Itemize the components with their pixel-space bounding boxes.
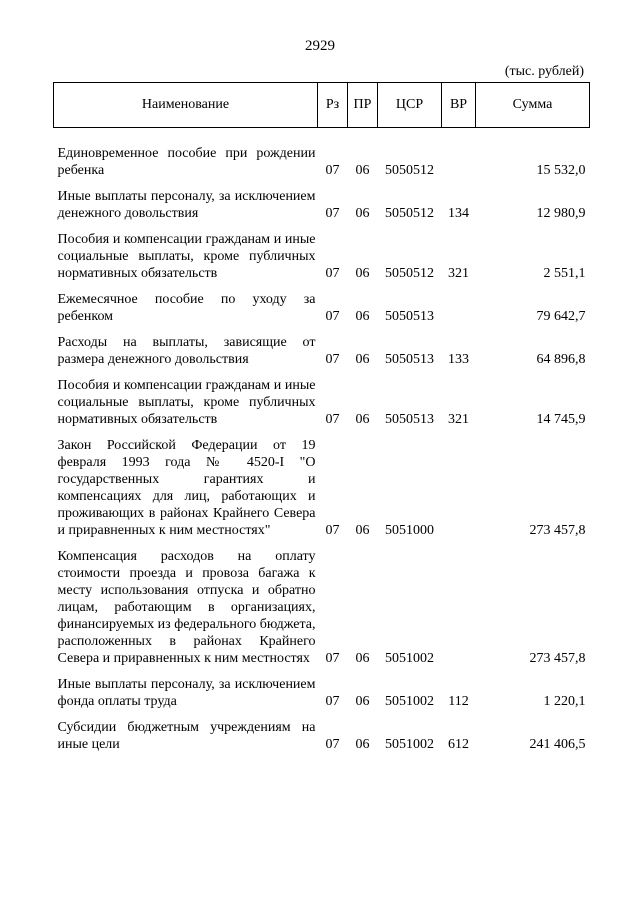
row-rz: 07	[325, 412, 340, 427]
row-csr: 5051002	[385, 651, 434, 666]
row-pr: 06	[355, 412, 370, 427]
row-rz: 07	[325, 163, 340, 178]
table-row	[54, 136, 590, 179]
header-csr: ЦСР	[378, 83, 442, 128]
row-rz: 07	[325, 651, 340, 666]
header-rz: Рз	[318, 83, 348, 128]
row-vr	[442, 428, 476, 539]
row-rz: 07	[325, 523, 340, 538]
row-rz: 07	[325, 352, 340, 367]
row-name: Иные выплаты персоналу, за исключением денежного довольствия	[57, 189, 316, 221]
row-name: Субсидии бюджетным учреждениям на иные цели	[57, 720, 316, 752]
row-pr: 06	[355, 523, 370, 538]
row-name: Иные выплаты персоналу, за исключением фонда оплаты труда	[57, 677, 316, 709]
row-name: Закон Российской Федерации от 19 февраля 1993 года № 4520-I "О государственных гарантиях и компенсациях для лиц, работающих и проживающих в районах Крайнего Севера и приравненных к ним местностях"	[57, 438, 316, 538]
row-pr: 06	[355, 309, 370, 324]
units-label: (тыс. рублей)	[504, 64, 584, 79]
row-vr	[442, 539, 476, 667]
row-csr: 5050513	[385, 352, 434, 367]
row-rz: 07	[325, 694, 340, 709]
row-pr: 06	[355, 266, 370, 281]
table-row	[54, 282, 590, 325]
row-csr: 5051000	[385, 523, 434, 538]
row-vr: 612	[448, 737, 469, 752]
row-sum: 15 532,0	[536, 163, 586, 178]
table-row	[54, 325, 590, 368]
row-csr: 5050512	[385, 163, 434, 178]
table-row	[54, 428, 590, 539]
row-csr: 5050512	[385, 206, 434, 221]
row-name: Ежемесячное пособие по уходу за ребенком	[57, 292, 316, 324]
row-vr: 134	[448, 206, 469, 221]
table-body	[54, 128, 590, 754]
row-name: Пособия и компенсации гражданам и иные социальные выплаты, кроме публичных нормативных обязательств	[57, 378, 316, 427]
row-vr: 321	[448, 266, 469, 281]
header-sum: Сумма	[476, 83, 590, 128]
row-sum: 12 980,9	[536, 206, 586, 221]
row-pr: 06	[355, 163, 370, 178]
header-pr: ПР	[348, 83, 378, 128]
header-vr: ВР	[442, 83, 476, 128]
row-rz: 07	[325, 206, 340, 221]
table-row	[54, 710, 590, 753]
row-name: Единовременное пособие при рождении ребенка	[57, 146, 316, 178]
row-pr: 06	[355, 694, 370, 709]
row-vr: 112	[448, 694, 469, 709]
row-csr: 5050512	[385, 266, 434, 281]
table-row	[54, 179, 590, 222]
table-row	[54, 539, 590, 667]
row-rz: 07	[325, 309, 340, 324]
row-vr	[442, 282, 476, 325]
row-vr: 133	[448, 352, 469, 367]
row-pr: 06	[355, 737, 370, 752]
row-name: Пособия и компенсации гражданам и иные социальные выплаты, кроме публичных нормативных обязательств	[57, 232, 316, 281]
row-csr: 5050513	[385, 309, 434, 324]
header-row	[54, 83, 590, 128]
table-header	[54, 83, 590, 128]
row-sum: 14 745,9	[536, 412, 586, 427]
row-vr: 321	[448, 412, 469, 427]
row-pr: 06	[355, 352, 370, 367]
budget-table	[53, 82, 590, 753]
row-sum: 79 642,7	[536, 309, 586, 324]
row-sum: 1 220,1	[543, 694, 586, 709]
row-sum: 273 457,8	[529, 651, 586, 666]
row-sum: 64 896,8	[536, 352, 586, 367]
row-name: Компенсация расходов на оплату стоимости проезда и провоза багажа к месту использования отпуска и обратно лицам, работающим в организациях, финансируемых из федерального бюджета, расположенных в районах Крайнего Севера и приравненных к ним местностях	[57, 549, 316, 666]
row-name: Расходы на выплаты, зависящие от размера денежного довольствия	[57, 335, 316, 367]
row-rz: 07	[325, 266, 340, 281]
row-sum: 273 457,8	[529, 523, 586, 538]
row-vr	[442, 136, 476, 179]
row-rz: 07	[325, 737, 340, 752]
page-number: 2929	[305, 38, 335, 54]
row-pr: 06	[355, 651, 370, 666]
table-row	[54, 222, 590, 282]
header-name: Наименование	[54, 83, 318, 128]
row-pr: 06	[355, 206, 370, 221]
row-csr: 5051002	[385, 737, 434, 752]
row-sum: 241 406,5	[529, 737, 586, 752]
row-sum: 2 551,1	[543, 266, 586, 281]
table-row	[54, 368, 590, 428]
row-csr: 5051002	[385, 694, 434, 709]
table-row	[54, 667, 590, 710]
row-csr: 5050513	[385, 412, 434, 427]
